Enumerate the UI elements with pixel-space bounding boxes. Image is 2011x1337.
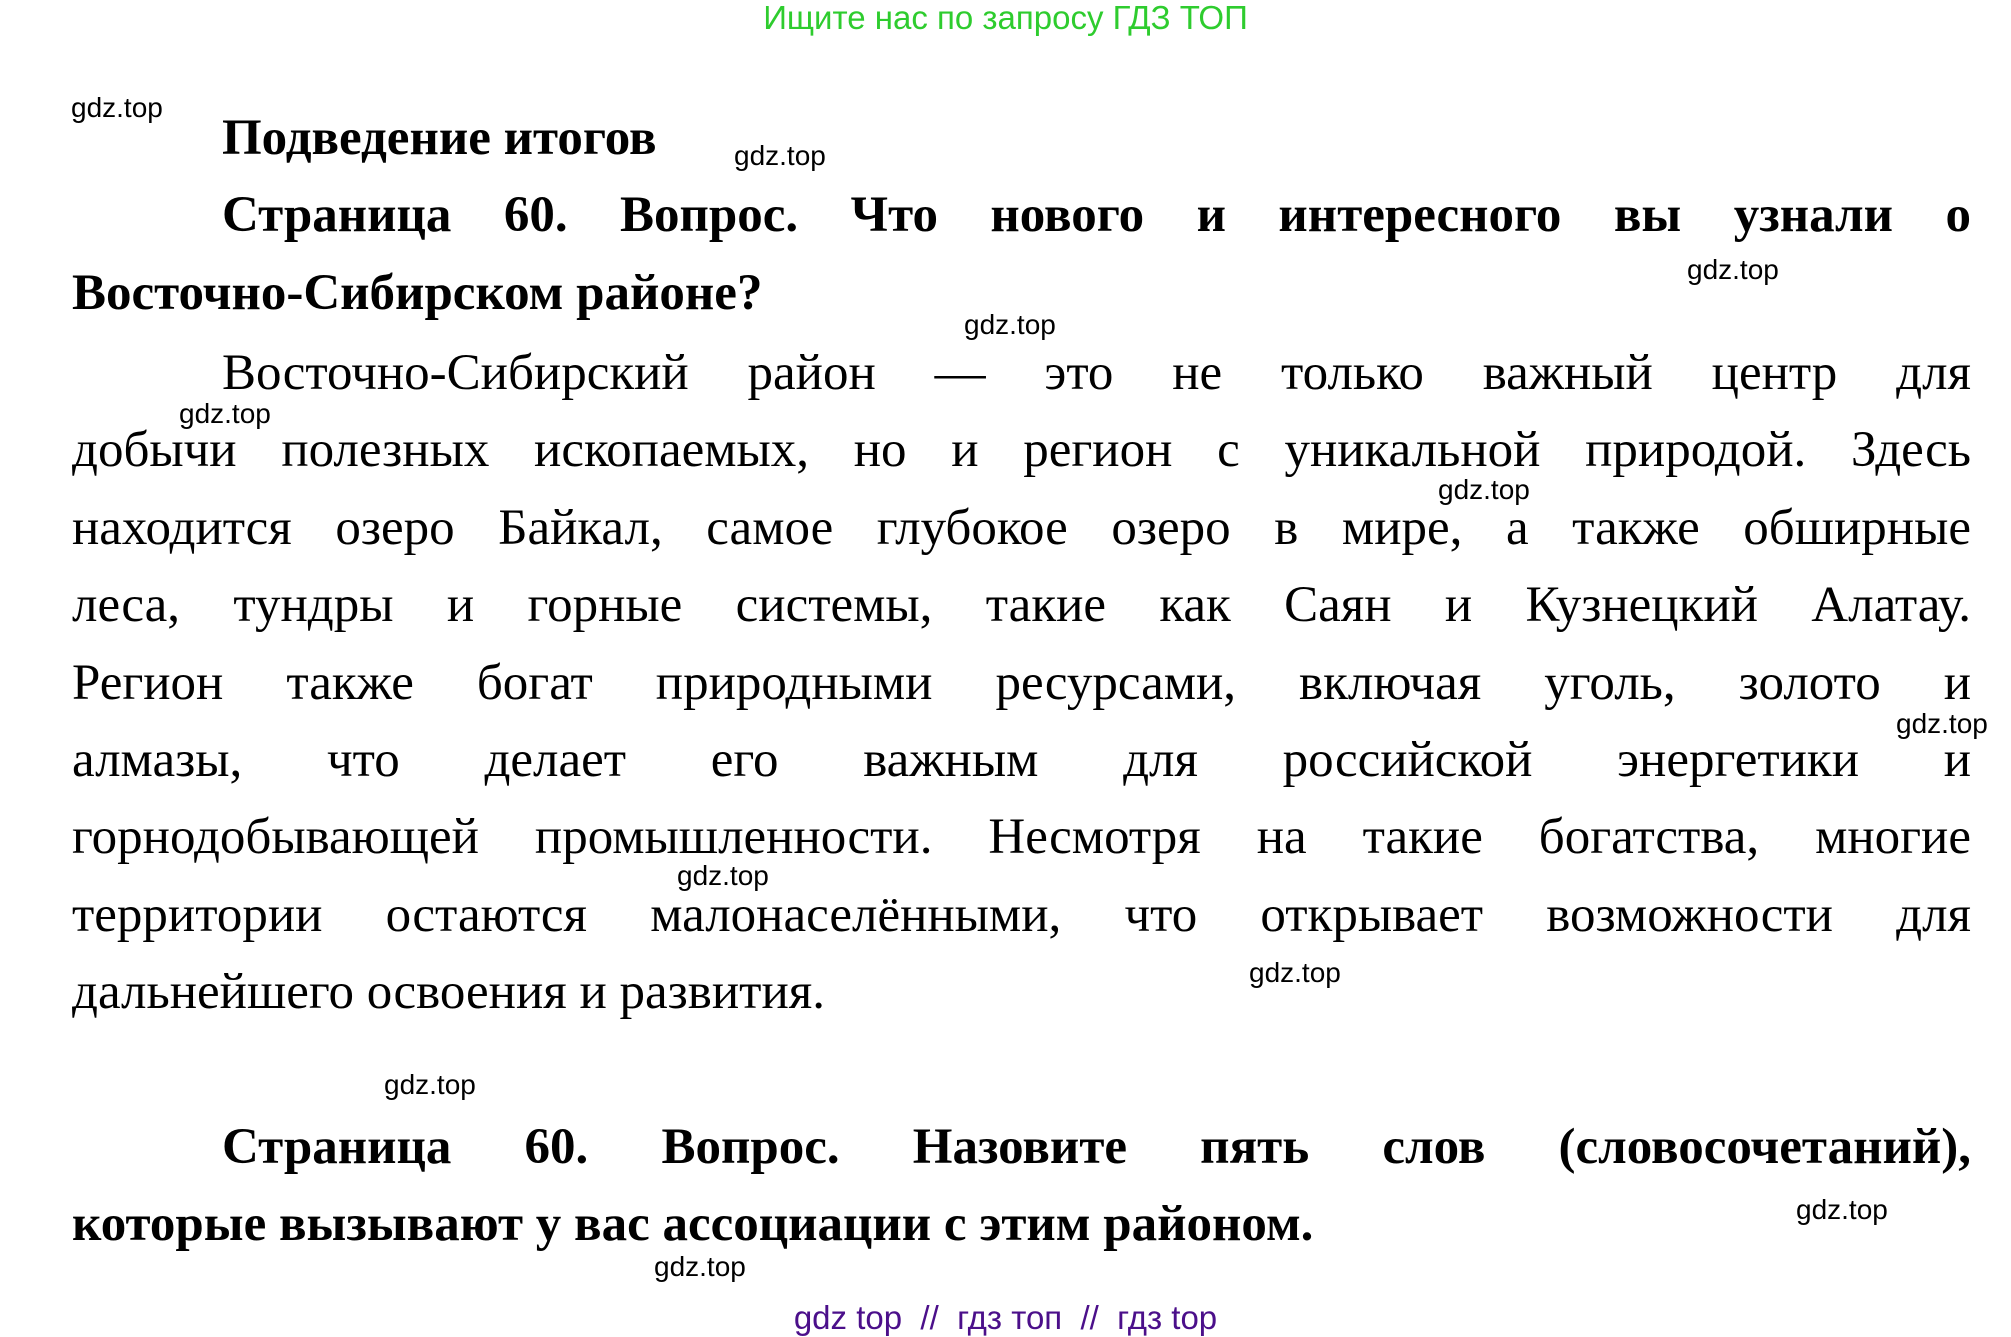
answer-line: Регион также богат природными ресурсами, включая уголь, золото и — [72, 655, 1971, 711]
watermark: gdz.top — [677, 860, 769, 891]
watermark: gdz.top — [964, 309, 1056, 340]
watermark: gdz.top — [1796, 1194, 1888, 1225]
watermark: gdz.top — [1249, 957, 1341, 988]
answer-line: находится озеро Байкал, самое глубокое озеро в мире, а также обширные — [72, 500, 1971, 556]
watermark: gdz.top — [1438, 474, 1530, 505]
answer-line: горнодобывающей промышленности. Несмотря на такие богатства, многие — [72, 809, 1971, 865]
search-banner: Ищите нас по запросу ГДЗ ТОП — [763, 0, 1248, 36]
question-2-line: Страница 60. Вопрос. Назовите пять слов (словосочетаний), — [222, 1119, 1971, 1175]
answer-line: Восточно-Сибирский район — это не только важный центр для — [222, 345, 1971, 401]
watermark: gdz.top — [734, 140, 826, 171]
question-1-line: Страница 60. Вопрос. Что нового и интересного вы узнали о — [222, 187, 1971, 243]
footer-links: gdz top // гдз топ // гдз top — [793, 1299, 1218, 1336]
section-heading: Подведение итогов — [222, 110, 657, 166]
watermark: gdz.top — [71, 92, 163, 123]
watermark: gdz.top — [179, 398, 271, 429]
answer-line: алмазы, что делает его важным для российской энергетики и — [72, 732, 1971, 788]
answer-line: дальнейшего освоения и развития. — [72, 964, 825, 1020]
watermark: gdz.top — [384, 1069, 476, 1100]
answer-line: территории остаются малонаселёнными, что открывает возможности для — [72, 887, 1971, 943]
watermark: gdz.top — [1896, 708, 1988, 739]
answer-line: леса, тундры и горные системы, такие как Саян и Кузнецкий Алатау. — [72, 577, 1971, 633]
watermark: gdz.top — [1687, 254, 1779, 285]
question-2-line: которые вызывают у вас ассоциации с этим районом. — [72, 1196, 1314, 1252]
answer-line: добычи полезных ископаемых, но и регион с уникальной природой. Здесь — [72, 422, 1971, 478]
watermark: gdz.top — [654, 1251, 746, 1282]
question-1-line: Восточно-Сибирском районе? — [72, 265, 763, 321]
